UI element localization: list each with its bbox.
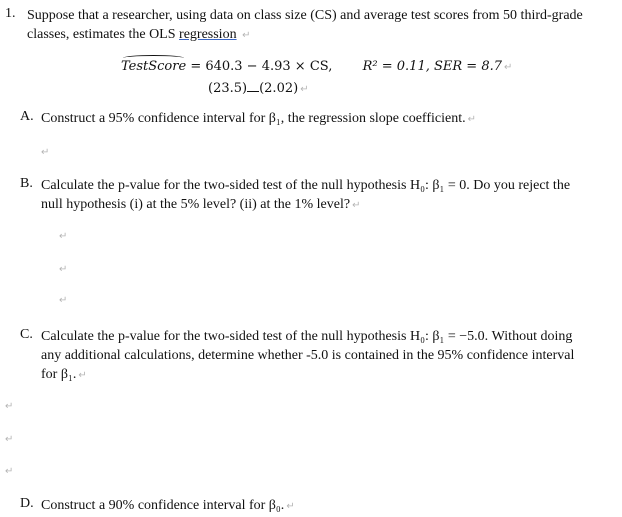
part-c-label: C. — [20, 327, 33, 342]
question-number: 1. — [5, 6, 16, 21]
question-intro — [27, 6, 583, 45]
equation-rhs: = 640.3 − 4.93 × CS, — [190, 59, 333, 74]
paragraph-mark-icon: ↵ — [286, 501, 295, 512]
part-d-text: Construct a 90% confidence interval for β₀. ↵ — [41, 498, 295, 513]
part-d-label: D. — [20, 496, 34, 511]
se-slope: (2.02) — [259, 81, 299, 96]
part-b-text: Calculate the p-value for the two-sided test of the null hypothesis H₀: β₁ = 0. Do you reject the null hypothesis (i) at the 5% level? (ii) at the 1% level? ↵ — [41, 178, 571, 212]
part-c-text: Calculate the p-value for the two-sided test of the null hypothesis H₀: β₁ = −5.0. Without doing any additional calculations, determine whether -5.0 is contained in the 95% confidence interval for β₁. ↵ — [41, 329, 575, 382]
part-a-text: Construct a 95% confidence interval for β₁, the regression slope coefficient. ↵ — [41, 111, 476, 126]
paragraph-mark-icon: ↵ — [504, 62, 513, 73]
paragraph-mark-icon: ↵ — [5, 401, 14, 412]
regression-link[interactable]: regression — [179, 27, 237, 42]
paragraph-mark-icon: ↵ — [242, 30, 251, 41]
se-intercept: (23.5) — [208, 81, 248, 96]
paragraph-mark-icon: ↵ — [300, 84, 309, 95]
equation-stats: R² = 0.11, SER = 8.7 — [362, 59, 503, 74]
question-intro-line1: Suppose that a researcher, using data on class size (CS) and average test scores from 50 third-grade — [27, 8, 583, 23]
regression-equation — [121, 59, 512, 74]
paragraph-mark-icon: ↵ — [5, 434, 14, 445]
standard-errors — [208, 79, 309, 96]
paragraph-mark-icon: ↵ — [467, 114, 476, 125]
paragraph-mark-icon: ↵ — [59, 231, 68, 242]
equation-lhs: TestScore — [121, 59, 187, 74]
paragraph-mark-icon: ↵ — [78, 370, 87, 381]
paragraph-mark-icon: ↵ — [59, 295, 68, 306]
paragraph-mark-icon: ↵ — [352, 200, 361, 211]
question-intro-line2: classes, estimates the OLS regression ↵ — [27, 27, 251, 42]
paragraph-mark-icon: ↵ — [41, 147, 50, 158]
paragraph-mark-icon: ↵ — [5, 466, 14, 477]
paragraph-mark-icon: ↵ — [59, 264, 68, 275]
part-b-label: B. — [20, 176, 33, 191]
part-a-label: A. — [20, 109, 34, 124]
